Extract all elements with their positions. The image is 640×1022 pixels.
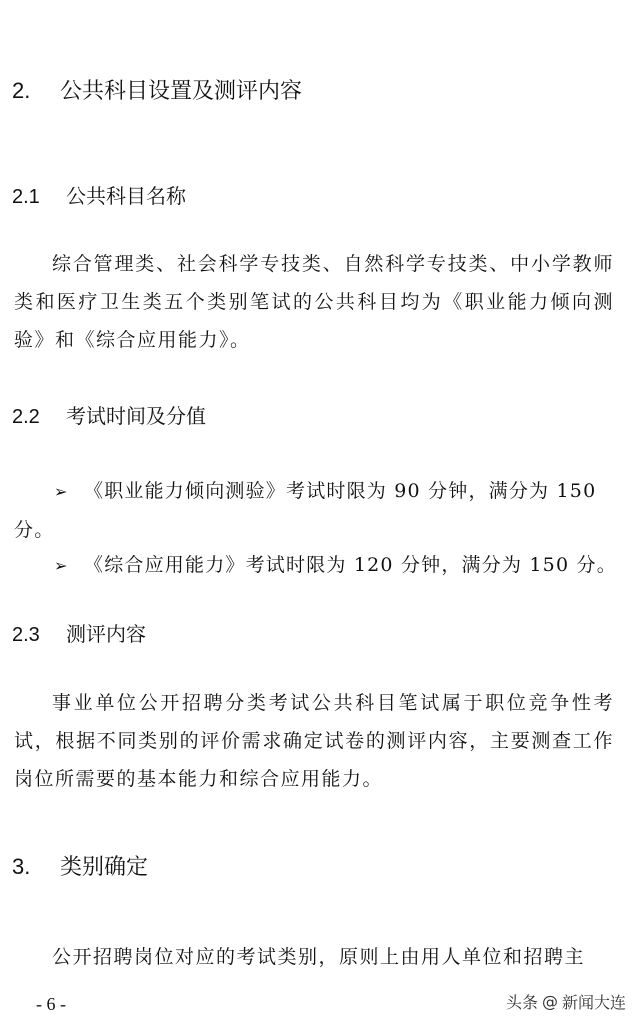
section-title: 测评内容 (66, 622, 146, 646)
watermark-account: 新闻大连 (561, 993, 626, 1012)
section-number: 2.1 (12, 186, 40, 208)
watermark-source: 头条 (505, 993, 538, 1012)
section-2-3-heading (12, 618, 146, 647)
section-2-1-paragraph: 综合管理类、社会科学专技类、自然科学专技类、中小学教师类和医疗卫生类五个类别笔试的公共科目均为《职业能力倾向测验》和《综合应用能力》。 (14, 253, 614, 351)
bullet-item (14, 472, 618, 549)
section-number: 2. (12, 78, 31, 103)
arrow-bullet-icon: ➢ (54, 556, 69, 575)
page-number: - 6 - (36, 994, 66, 1014)
section-2-2-heading (12, 400, 206, 429)
bullet-text: 《综合应用能力》考试时限为 120 分钟，满分为 150 分。 (84, 554, 617, 576)
section-title: 公共科目设置及测评内容 (60, 79, 303, 104)
section-title: 考试时间及分值 (66, 404, 206, 428)
section-number: 3. (12, 854, 31, 879)
section-3-paragraph: 公开招聘岗位对应的考试类别，原则上由用人单位和招聘主 (52, 946, 586, 968)
bullet-text: 《职业能力倾向测验》考试时限为 90 分钟，满分为 150 分。 (14, 480, 597, 541)
section-title: 类别确定 (60, 855, 149, 880)
watermark-at: @ (541, 992, 558, 1011)
section-2-1-heading (12, 180, 186, 209)
section-2-heading (12, 74, 302, 105)
arrow-bullet-icon: ➢ (54, 482, 69, 501)
section-2-3-paragraph: 事业单位公开招聘分类考试公共科目笔试属于职位竞争性考试，根据不同类别的评价需求确定试卷的测评内容，主要测查工作岗位所需要的基本能力和综合应用能力。 (14, 692, 614, 790)
bullet-item (14, 546, 618, 585)
section-title: 公共科目名称 (66, 184, 186, 208)
section-number: 2.3 (12, 624, 40, 646)
section-3-heading (12, 850, 148, 881)
section-number: 2.2 (12, 406, 40, 428)
watermark (506, 990, 626, 1013)
